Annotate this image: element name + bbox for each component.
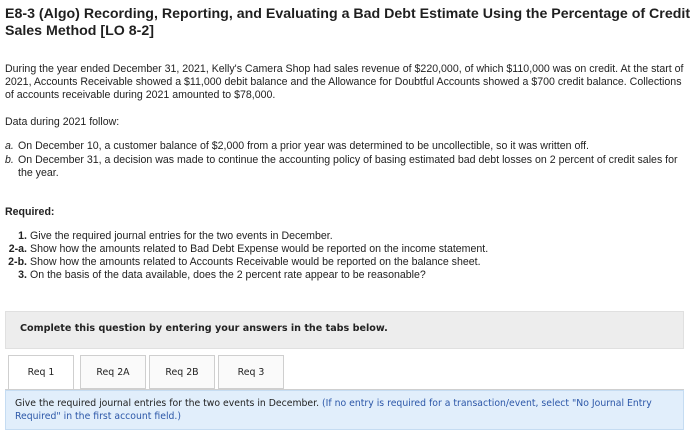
event-text: On December 31, a decision was made to continue the accounting policy of basing estimated bad debt losses on 2 percent of credit sales for the year. (18, 154, 678, 179)
tab-bar (5, 355, 684, 390)
list-item (5, 140, 695, 153)
event-text: On December 10, a customer balance of $2,000 from a prior year was determined to be uncollectible, so it was written off. (18, 140, 589, 152)
tab-instruction (5, 390, 684, 430)
list-marker: 2-a. (8, 243, 27, 255)
tab-req-2a[interactable]: Req 2A (80, 355, 146, 389)
list-item (5, 243, 695, 256)
list-item (5, 269, 695, 282)
problem-intro: During the year ended December 31, 2021, Kelly's Camera Shop had sales revenue of $220,000, of which $110,000 was on credit. At the start of 2021, Accounts Receivable showed a $11,000 debit balance and the Allowance for Doubtful Accounts showed a $700 credit balance. Collections of accounts receivable during 2021 amounted to $78,000. (5, 63, 684, 101)
list-item (5, 230, 695, 243)
list-marker: b. (5, 154, 14, 166)
required-heading: Required: (5, 206, 55, 218)
requirement-text: Show how the amounts related to Bad Debt Expense would be reported on the income statement. (30, 243, 489, 255)
data-heading: Data during 2021 follow: (5, 116, 120, 128)
list-marker: 1. (18, 230, 27, 242)
panel-instruction: Complete this question by entering your answers in the tabs below. (20, 323, 388, 334)
list-marker: 3. (18, 269, 27, 281)
tab-req-2b[interactable]: Req 2B (149, 355, 215, 389)
instructions-panel (5, 311, 684, 349)
requirements-list (5, 230, 695, 282)
list-marker: a. (5, 140, 14, 152)
tab-req-3[interactable]: Req 3 (218, 355, 284, 389)
list-marker: 2-b. (8, 256, 27, 268)
instruction-text: Give the required journal entries for the two events in December. (15, 398, 320, 409)
requirement-text: Give the required journal entries for the two events in December. (30, 230, 333, 242)
instruction-note: (If no entry is required for a transaction/event, select "No Journal Entry Required" in the first account field.) (15, 398, 652, 422)
page-title: E8-3 (Algo) Recording, Reporting, and Evaluating a Bad Debt Estimate Using the Percentage of Credit Sales Method [LO 8-2] (5, 6, 691, 39)
requirement-text: On the basis of the data available, does the 2 percent rate appear to be reasonable? (30, 269, 426, 281)
tab-req-1[interactable]: Req 1 (8, 355, 74, 390)
events-list (5, 140, 695, 181)
list-item (5, 154, 695, 180)
requirement-text: Show how the amounts related to Accounts Receivable would be reported on the balance sheet. (30, 256, 481, 268)
list-item (5, 256, 695, 269)
